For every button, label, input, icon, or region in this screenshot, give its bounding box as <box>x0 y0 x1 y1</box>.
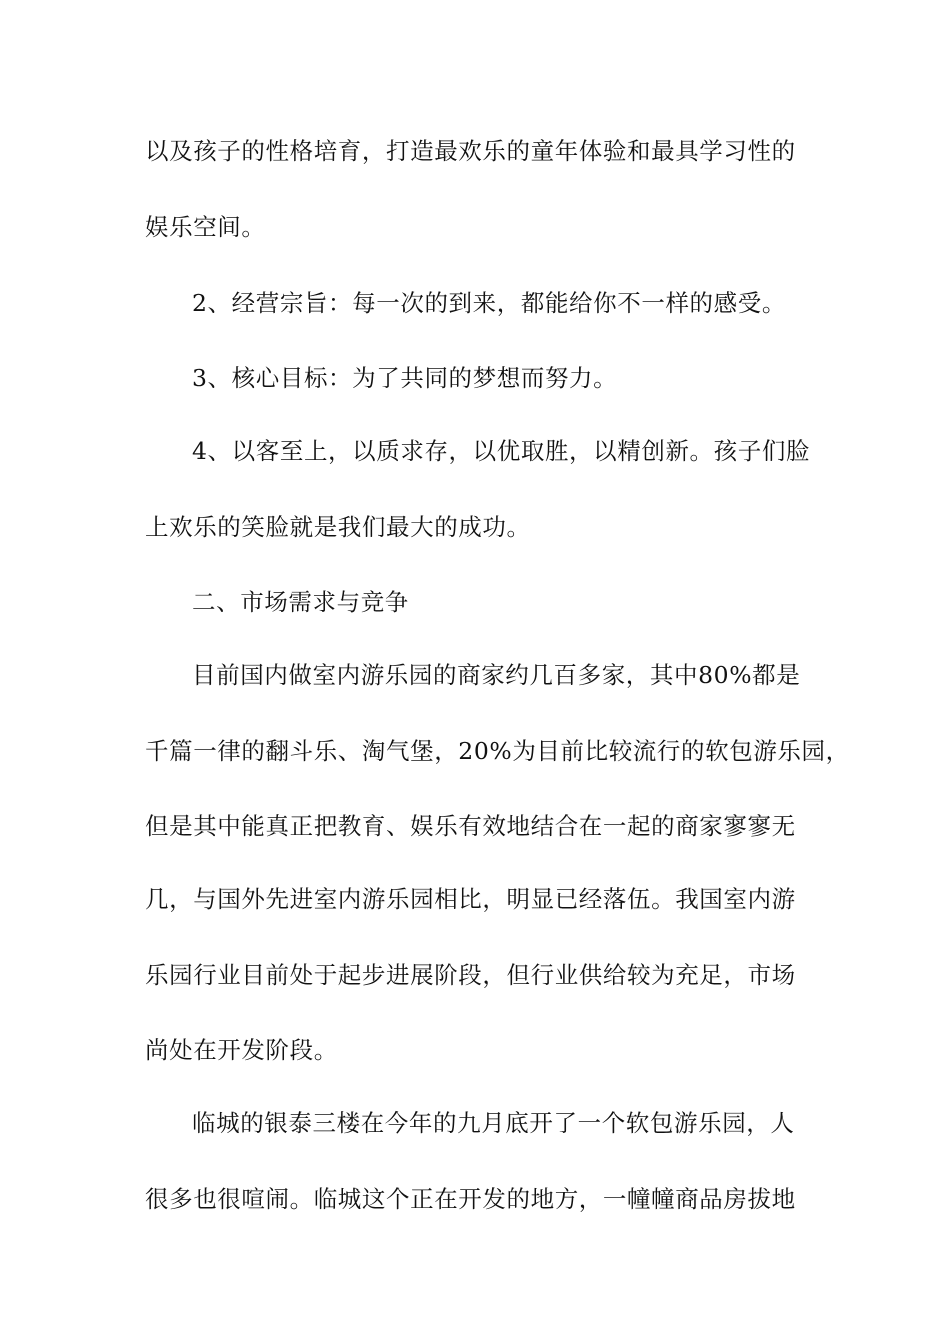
text-line: 乐园行业目前处于起步进展阶段，但行业供给较为充足，市场 <box>145 961 796 989</box>
text-line: 4、以客至上，以质求存，以优取胜，以精创新。孩子们脸 <box>192 437 811 465</box>
text-line: 尚处在开发阶段。 <box>145 1036 338 1064</box>
text-line: 3、核心目标：为了共同的梦想而努力。 <box>192 364 618 392</box>
text-line: 以及孩子的性格培育，打造最欢乐的童年体验和最具学习性的 <box>145 137 796 165</box>
text-line: 2、经营宗旨：每一次的到来，都能给你不一样的感受。 <box>192 289 786 317</box>
text-line: 很多也很喧闹。临城这个正在开发的地方，一幢幢商品房拔地 <box>145 1185 796 1213</box>
text-line: 几，与国外先进室内游乐园相比，明显已经落伍。我国室内游 <box>145 885 796 913</box>
section-heading: 二、市场需求与竞争 <box>192 588 409 616</box>
text-line: 临城的银泰三楼在今年的九月底开了一个软包游乐园，人 <box>192 1109 795 1137</box>
text-line: 上欢乐的笑脸就是我们最大的成功。 <box>145 513 531 541</box>
text-line: 千篇一律的翻斗乐、淘气堡，20%为目前比较流行的软包游乐园， <box>145 737 850 765</box>
text-line: 但是其中能真正把教育、娱乐有效地结合在一起的商家寥寥无 <box>145 812 796 840</box>
text-line: 娱乐空间。 <box>145 213 266 241</box>
text-line: 目前国内做室内游乐园的商家约几百多家，其中80%都是 <box>192 661 801 689</box>
